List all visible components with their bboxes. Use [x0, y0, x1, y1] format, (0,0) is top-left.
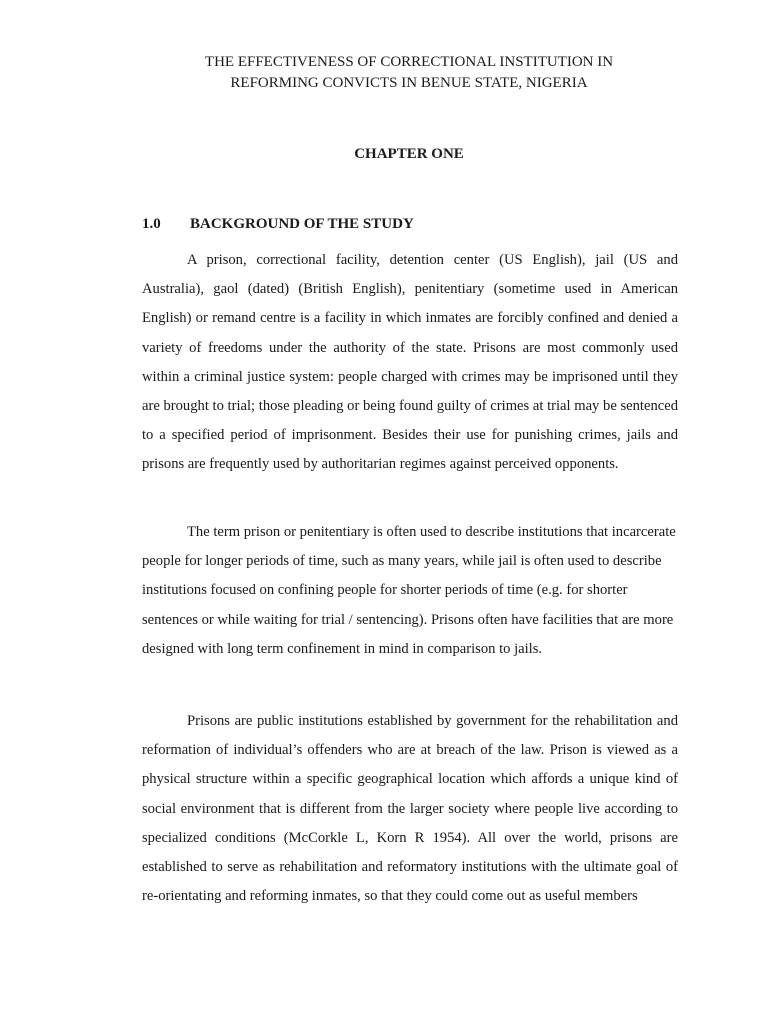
document-title: [140, 52, 678, 94]
section-number: 1.0: [142, 216, 161, 232]
paragraph-1: A prison, correctional facility, detention center (US English), jail (US and Australia), gaol (dated) (British English), penitentiary (sometime used in American English) or remand centre is a facility in which inmates are forcibly confined and denied a variety of freedoms under the authority of the state. Prisons are most commonly used within a criminal justice system: people charged with crimes may be imprisoned until they are brought to trial; those pleading or being found guilty of crimes at trial may be sentenced to a specified period of imprisonment. Besides their use for punishing crimes, jails and prisons are frequently used by authoritarian regimes against perceived opponents.: [142, 252, 678, 473]
section-heading: [142, 216, 414, 233]
paragraph-3: Prisons are public institutions established by government for the rehabilitation and reformation of individual’s offenders who are at breach of the law. Prison is viewed as a physical structure within a specific geographical location which affords a unique kind of social environment that is different from the larger society where people live according to specialized conditions (McCorkle L, Korn R 1954). All over the world, prisons are established to serve as rehabilitation and reformatory institutions with the ultimate goal of re-orientating and reforming inmates, so that they could come out as useful members: [142, 713, 678, 905]
chapter-heading: CHAPTER ONE: [354, 146, 464, 162]
title-line-2: REFORMING CONVICTS IN BENUE STATE, NIGERIA: [230, 75, 588, 91]
title-line-1: THE EFFECTIVENESS OF CORRECTIONAL INSTITUTION IN: [204, 54, 614, 70]
paragraph-2: The term prison or penitentiary is often used to describe institutions that incarcerate people for longer periods of time, such as many years, while jail is often used to describe institutions focused on confining people for shorter periods of time (e.g. for shorter sentences or while waiting for trial / sentencing). Prisons often have facilities that are more designed with long term confinement in mind in comparison to jails.: [142, 524, 676, 657]
section-title: BACKGROUND OF THE STUDY: [190, 216, 414, 232]
